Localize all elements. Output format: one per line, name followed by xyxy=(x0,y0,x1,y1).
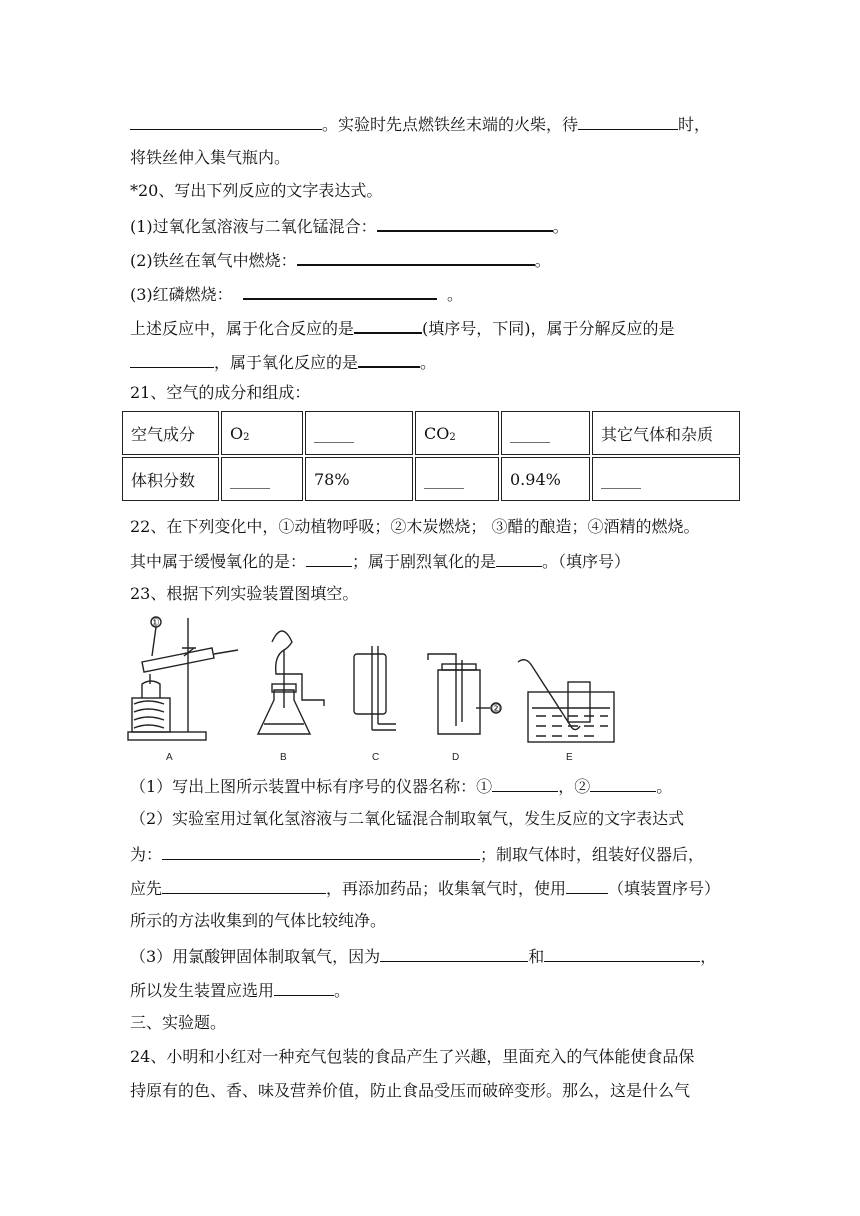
figure-label: D xyxy=(452,752,460,763)
q23-title: 23、根据下列实验装置图填空。 xyxy=(130,584,359,603)
q20-title: *20、写出下列反应的文字表达式。 xyxy=(130,181,383,200)
q24-line1: 24、小明和小红对一种充气包装的食品产生了兴趣，里面充入的气体能使食品保 xyxy=(130,1047,695,1066)
table-cell[interactable]: _____ xyxy=(501,411,590,455)
table-cell: $CO_2$ xyxy=(415,411,499,455)
q20-questions-2: ，属于氧化反应的是 。 xyxy=(130,348,436,375)
table-cell[interactable]: _____ xyxy=(415,457,499,501)
table-cell: 空气成分 xyxy=(122,411,219,455)
table-row xyxy=(122,411,740,455)
table-cell: 体积分数 xyxy=(122,457,219,501)
q23-p2-line3: 应先 ，再添加药品；收集氧气时，使用 （填装置序号） xyxy=(130,875,720,901)
table-cell[interactable]: _____ xyxy=(305,411,413,455)
q23-p2-line4: 所示的方法收集到的气体比较纯净。 xyxy=(130,911,387,930)
apparatus-c-icon xyxy=(354,646,396,730)
q23-p2-line1: （2）实验室用过氧化氢溶液与二氧化锰混合制取氧气，发生反应的文字表达式 xyxy=(130,809,685,828)
answer-blank[interactable] xyxy=(578,111,678,130)
table-cell: 其它气体和杂质 xyxy=(592,411,740,455)
q20-item1: (1)过氧化氢溶液与二氧化锰混合： 。 xyxy=(130,212,569,239)
q19-line2: 将铁丝伸入集气瓶内。 xyxy=(130,148,291,167)
answer-blank[interactable] xyxy=(243,280,437,300)
q19-line1: 。实验时先点燃铁丝末端的火柴，待 时， xyxy=(130,111,710,137)
apparatus-d-icon xyxy=(428,654,501,734)
figure-label: C xyxy=(372,752,380,763)
answer-blank[interactable] xyxy=(590,773,656,792)
answer-blank[interactable] xyxy=(130,349,214,368)
q20-questions: 上述反应中，属于化合反应的是 (填序号，下同)，属于分解反应的是 xyxy=(130,314,675,341)
answer-blank[interactable] xyxy=(354,314,422,334)
q20-item3: (3)红磷燃烧： 。 xyxy=(130,280,463,307)
answer-blank[interactable] xyxy=(162,875,326,894)
q24-line2: 持原有的色、香、味及营养价值，防止食品受压而破碎变形。那么，这是什么气 xyxy=(130,1081,691,1100)
air-composition-table xyxy=(120,409,742,503)
q23-p1: （1）写出上图所示装置中标有序号的仪器名称：① ，② 。 xyxy=(130,773,672,799)
marker-2: ② xyxy=(491,703,501,715)
answer-blank[interactable] xyxy=(306,548,352,567)
answer-blank[interactable] xyxy=(544,943,700,962)
answer-blank[interactable] xyxy=(274,977,334,996)
q22-line2: 其中属于缓慢氧化的是： ；属于剧烈氧化的是 。（填序号） xyxy=(130,548,630,574)
q20-item2: (2)铁丝在氧气中燃烧： 。 xyxy=(130,246,551,273)
marker-1: ① xyxy=(150,617,160,629)
q21-title: 21、空气的成分和组成： xyxy=(130,383,311,402)
answer-blank[interactable] xyxy=(297,246,535,266)
q23-p3-line2: 所以发生装置应选用 。 xyxy=(130,977,350,1003)
q23-p3-line1: （3）用氯酸钾固体制取氧气，因为 和 ， xyxy=(130,943,716,969)
table-cell: 78% xyxy=(305,457,413,501)
figure-label: A xyxy=(166,752,173,763)
table-row xyxy=(122,457,740,501)
table-cell: 0.94% xyxy=(501,457,590,501)
answer-blank[interactable] xyxy=(377,212,553,232)
figure-label: B xyxy=(280,752,287,763)
answer-blank[interactable] xyxy=(496,548,542,567)
answer-blank[interactable] xyxy=(358,348,420,368)
apparatus-a-icon xyxy=(128,617,238,740)
answer-blank[interactable] xyxy=(162,841,480,860)
answer-blank[interactable] xyxy=(492,773,558,792)
table-cell[interactable]: _____ xyxy=(221,457,303,501)
apparatus-e-icon xyxy=(518,660,614,742)
apparatus-figure xyxy=(122,612,622,772)
apparatus-b-icon xyxy=(258,631,324,734)
figure-label: E xyxy=(566,752,573,763)
section-3-title: 三、实验题。 xyxy=(130,1013,227,1032)
table-cell: $O_2$ xyxy=(221,411,303,455)
q23-p2-line2: 为： ；制取气体时，组装好仪器后， xyxy=(130,841,704,867)
q22-line1: 22、在下列变化中，①动植物呼吸；②木炭燃烧； ③醋的酿造；④酒精的燃烧。 xyxy=(130,517,700,536)
answer-blank[interactable] xyxy=(380,943,528,962)
answer-blank[interactable] xyxy=(130,111,322,130)
answer-blank[interactable] xyxy=(566,875,608,894)
table-cell[interactable]: _____ xyxy=(592,457,740,501)
